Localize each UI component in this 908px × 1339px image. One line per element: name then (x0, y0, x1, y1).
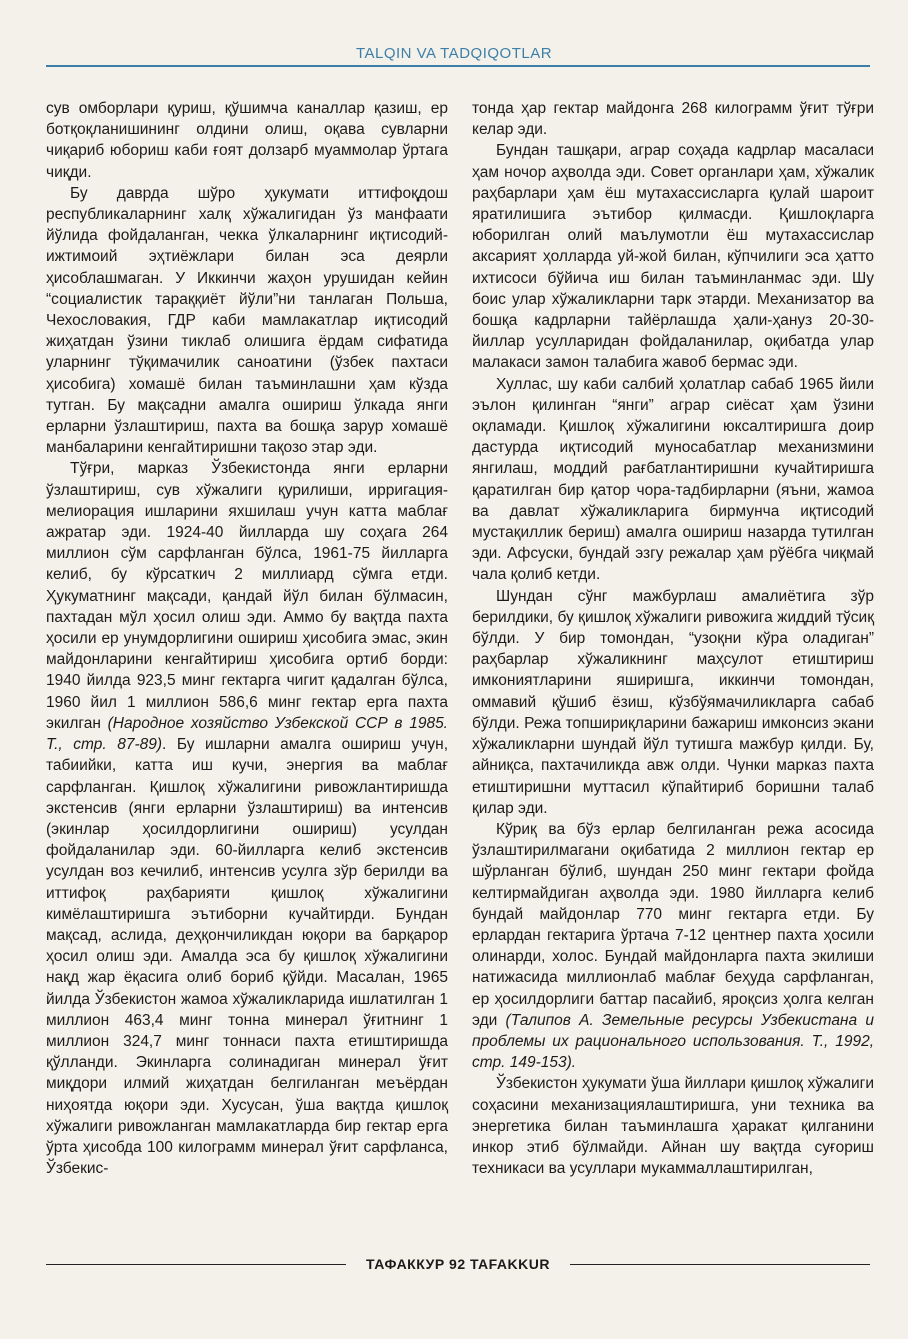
paragraph-text: тонда ҳар гектар майдонга 268 килограмм ўғит тўғри келар эди. (472, 100, 874, 139)
footer-rule-right (570, 1264, 870, 1265)
right-text-column (472, 98, 874, 1179)
paragraph-text: Бундан ташқари, аграр соҳада кадрлар масаласи ҳам ночор аҳволда эди. Совет органлари ҳам, хўжалик раҳбарлари ҳам ёш мутахассисларга қулай шароит яратилишига эътибор қилмасди. Қишлоқларга юборилган олий маълумотли ёш мутахассислар аксарият ҳолларда уй-жой билан, кўпчилиги эса ҳатто ихтисоси бўйича иш билан таъминланмас эди. Шу боис улар хўжаликларни тарк этарди. Механизатор ва бошқа кадрларни тайёрлашда ҳали-ҳануз 20-30-йиллар усулларидан фойдаланилар, оқибатда улар малакаси замон талабига жавоб бермас эди. (472, 142, 874, 372)
paragraph (472, 586, 874, 819)
paragraph-text: сув омборлари қуриш, қўшимча каналлар қазиш, ер ботқоқланишининг олдини олиш, оқава сувларни чиқариб юбориш каби ғоят долзарб муаммолар ўртага чиқди. (46, 100, 448, 181)
paragraph (46, 458, 448, 1179)
paragraph-text: Кўриқ ва бўз ерлар белгиланган режа асосида ўзлаштирилмагани оқибатида 2 миллион гектар ер шўрланган бўлиб, шундан 250 минг гектари фойда келтирмайдиган аҳволда эди. 1980 йилларга келиб бундай майдонлар 770 минг гектарга етди. Бу ерлардан гектарига ўртача 7-12 центнер пахта ҳосили олинарди, холос. Бундай майдонларга пахта экилиши натижасида миллионлаб маблағ беҳуда сарфланган, ер ҳосилдорлиги баттар пасайиб, яроқсиз ҳолга келган эди (472, 820, 874, 1029)
paragraph (46, 98, 448, 183)
paragraph (472, 1073, 874, 1179)
paragraph-text: Ўзбекистон ҳукумати ўша йиллари қишлоқ хўжалиги соҳасини механизациялаштиришга, уни техника ва энергетика билан таъминлашга ҳаракат қилганини инкор этиб бўлмайди. Айнан шу вақтда суғориш техникаси ва усуллари мукаммаллаштирилган, (472, 1075, 874, 1178)
paragraph-text: Хуллас, шу каби салбий ҳолатлар сабаб 1965 йили эълон қилинган “янги” аграр сиёсат ҳам ўзини оқламади. Қишлоқ хўжалигини юксалтиришга доир дастурда иқтисодий муносабатлар механизмини янгилаш, моддий рағбатлантиришни кучайтиришга қаратилган бир қатор чора-тадбирларни (яъни, жамоа ва давлат хўжаликларига бирмунча иқтисодий мустақиллик бериш) амалга ошириш назарда тутилган эди. Афсуски, бундай эзгу режалар ҳам рўёбга чиқмай чала қолиб кетди. (472, 375, 874, 584)
section-header-title: TALQIN VA TADQIQOTLAR (355, 45, 553, 62)
paragraph-text: Бу даврда шўро ҳукумати иттифоқдош республикаларнинг халқ хўжалигидан ўз манфаати йўлида фойдаланган, чекка ўлкаларнинг иқтисодий-ижтимоий эҳтиёжлари билан эса деярли ҳисоблашмаган. У Иккинчи жаҳон урушидан кейин “социалистик тараққиёт йўли”ни танлаган Польша, Чехословакия, ГДР каби мамлакатлар иқтисодий жиҳатдан ўзини тиклаб олишига ёрдам сифатида уларнинг тўқимачилик саноатини (ўзбек пахтаси ҳисобига) хомашё билан таъминлашни ҳам кўзда тутган. Бу мақсадни амалга ошириш ўлкада янги ерларни ўзлаштириш, пахта ва бошқа зарур хомашё манбаларини кенгайтиришни тақозо этар эди. (46, 184, 448, 457)
paragraph (472, 374, 874, 586)
citation-text: (Народное хозяйство Узбекской ССР в 1985. Т., стр. 87-89) (46, 714, 448, 754)
footer-label: ТАФАККУР 92 TAFAKKUR (366, 1256, 550, 1272)
paragraph (472, 98, 874, 140)
paragraph-text: Шундан сўнг мажбурлаш амалиётига зўр берилдики, бу қишлоқ хўжалиги ривожига жиддий тўсиқ бўлди. У бир томондан, “узоқни кўра оладиган” раҳбарлар хўжаликнинг маҳсулот етиштириш имкониятларини яширишга, иккинчи томондан, оммавий қўшиб ёзиш, кўзбўямачиликларга сабаб бўлди. Режа топшириқларини бажариш имконсиз экани хўжаликларни шундай йўл тутишга мажбур қилди. Бу, айниқса, пахтачиликда авж олди. Чунки марказ пахта етиштиришни муттасил кўпайтириб боришни талаб қилар эди. (472, 587, 874, 817)
paragraph (46, 183, 448, 459)
paragraph (472, 819, 874, 1073)
paragraph-text: Тўғри, марказ Ўзбекистонда янги ерларни ўзлаштириш, сув хўжалиги қурилиши, ирригация-мелиорация ишларини яхшилаш учун катта маблағ ажратар эди. 1924-40 йилларда шу соҳага 264 миллион сўм сарфланган бўлса, 1961-75 йилларга келиб, бу кўрсаткич 2 миллиард сўмга етди. Ҳукуматнинг мақсади, қандай йўл билан бўлмасин, пахтадан мўл ҳосил олиш эди. Аммо бу вақтда пахта ҳосили ер унумдорлигини ошириш ҳисобига эмас, экин майдонларини кенгайтириш ҳисобига ортиб борди: 1940 йилда 923,5 минг гектарга чигит қадалган бўлса, 1960 йил 1 миллион 586,6 минг гектар ерга пахта экилган (46, 460, 448, 732)
citation-text: (Талипов А. Земельные ресурсы Узбекистана и проблемы их рационального использования. Т., 1992, стр. 149-153). (472, 1011, 875, 1072)
paragraph (472, 140, 874, 373)
header-rule (46, 65, 870, 67)
paragraph-text: . Бу ишларни амалга ошириш учун, табиийки, катта иш кучи, энергия ва маблағ сарфланган. Қишлоқ хўжалигини ривожлантиришда экстенсив (янги ерларни ўзлаштириш) ва интенсив (экинлар ҳосилдорлигини ошириш) усулдан фойдаланилар эди. 60-йилларга келиб экстенсив усулдан воз кечилиб, интенсив усулга зўр берилди ва иттифоқ раҳбарияти қишлоқ хўжалигини кимёлаштиришга эътиборни кучайтирди. Бундан мақсад, аслида, деҳқончиликдан юқори ва барқарор ҳосил олиш эди. Амалда эса бу қишлоқ хўжалигини нақд жар ёқасига олиб бориб қўйди. Масалан, 1965 йилда Ўзбекистон жамоа хўжаликларида ишлатилган 1 миллион 463,4 минг тонна минерал ўғитнинг 1 миллион 324,7 минг тоннаси пахта етиштиришда қўлланди. Экинларга солинадиган минерал ўғит миқдори илмий жиҳатдан белгиланган меъёрдан ниҳоятда юқори эди. Хусусан, ўша вақтда қишлоқ хўжалиги ривожланган мамлакатларда бир гектар ерга ўрта ҳисобда 100 килограмм минерал ўғит сарфланса, Ўзбекис- (46, 736, 448, 1178)
left-text-column (46, 98, 448, 1179)
page-footer (46, 1256, 870, 1272)
